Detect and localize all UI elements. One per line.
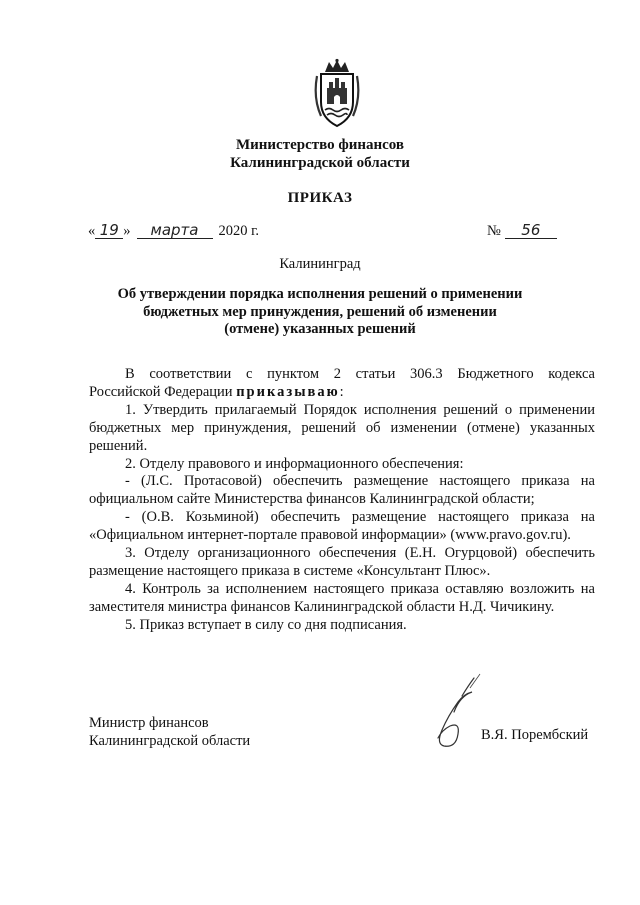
item-4: 4. Контроль за исполнением настоящего приказа оставляю возложить на заместителя министра финансов Калининградской области Н.Д. Чичикину. <box>89 580 595 615</box>
item-2b: - (О.В. Козьминой) обеспечить размещение настоящего приказа на «Официальном интернет-портале правовой информации» (www.pravo.gov.ru). <box>89 509 595 544</box>
item-2: 2. Отделу правового и информационного обеспечения: <box>125 455 464 472</box>
coat-of-arms-icon <box>313 58 361 130</box>
date-month: марта <box>137 222 213 239</box>
intro-colon: : <box>339 383 344 400</box>
ministry-line-2: Калининградской области <box>230 155 410 171</box>
item-1: 1. Утвердить прилагаемый Порядок исполнения решений о применении бюджетных мер принуждения, решений об изменении (отмене) указанных решений. <box>89 401 595 454</box>
ministry-name <box>0 136 640 172</box>
date-open-quote: « <box>88 223 96 239</box>
position-line-2: Калининградской области <box>89 733 251 749</box>
intro-keyword: приказываю <box>236 383 340 400</box>
number-value: 56 <box>505 222 557 239</box>
item-2a: - (Л.С. Протасовой) обеспечить размещение настоящего приказа на официальном сайте Министерства финансов Калининградской области; <box>89 473 595 508</box>
intro-line-1: В соответствии с пунктом 2 статьи 306.3 Бюджетного кодекса <box>125 366 595 382</box>
position-line-1: Министр финансов <box>89 715 209 731</box>
date-year: 2020 г. <box>218 223 260 239</box>
order-subject <box>110 286 530 339</box>
subject-line-1: Об утверждении порядка исполнения решений о применении <box>117 286 523 302</box>
order-date <box>88 222 259 240</box>
city: Калининград <box>279 256 361 272</box>
subject-line-2: бюджетных мер принуждения, решений об изменении <box>143 303 497 320</box>
item-3: 3. Отделу организационного обеспечения (Е.Н. Огурцовой) обеспечить размещение настоящего приказа в системе «Консультант Плюс». <box>89 545 595 579</box>
intro-text: Российской Федерации <box>89 383 237 400</box>
signatory-position <box>89 714 250 750</box>
signatory-name: В.Я. Порембский <box>481 727 589 743</box>
order-body <box>89 366 595 635</box>
date-day: 19 <box>95 222 123 239</box>
date-close-quote: » <box>123 223 131 239</box>
intro-line-2 <box>89 384 595 402</box>
number-label: № <box>487 223 501 239</box>
item-5: 5. Приказ вступает в силу со дня подписания. <box>125 616 407 633</box>
document-type: ПРИКАЗ <box>287 190 353 206</box>
order-number <box>487 222 557 240</box>
ministry-line-1: Министерство финансов <box>235 137 405 153</box>
subject-line-3: (отмене) указанных решений <box>224 321 416 337</box>
